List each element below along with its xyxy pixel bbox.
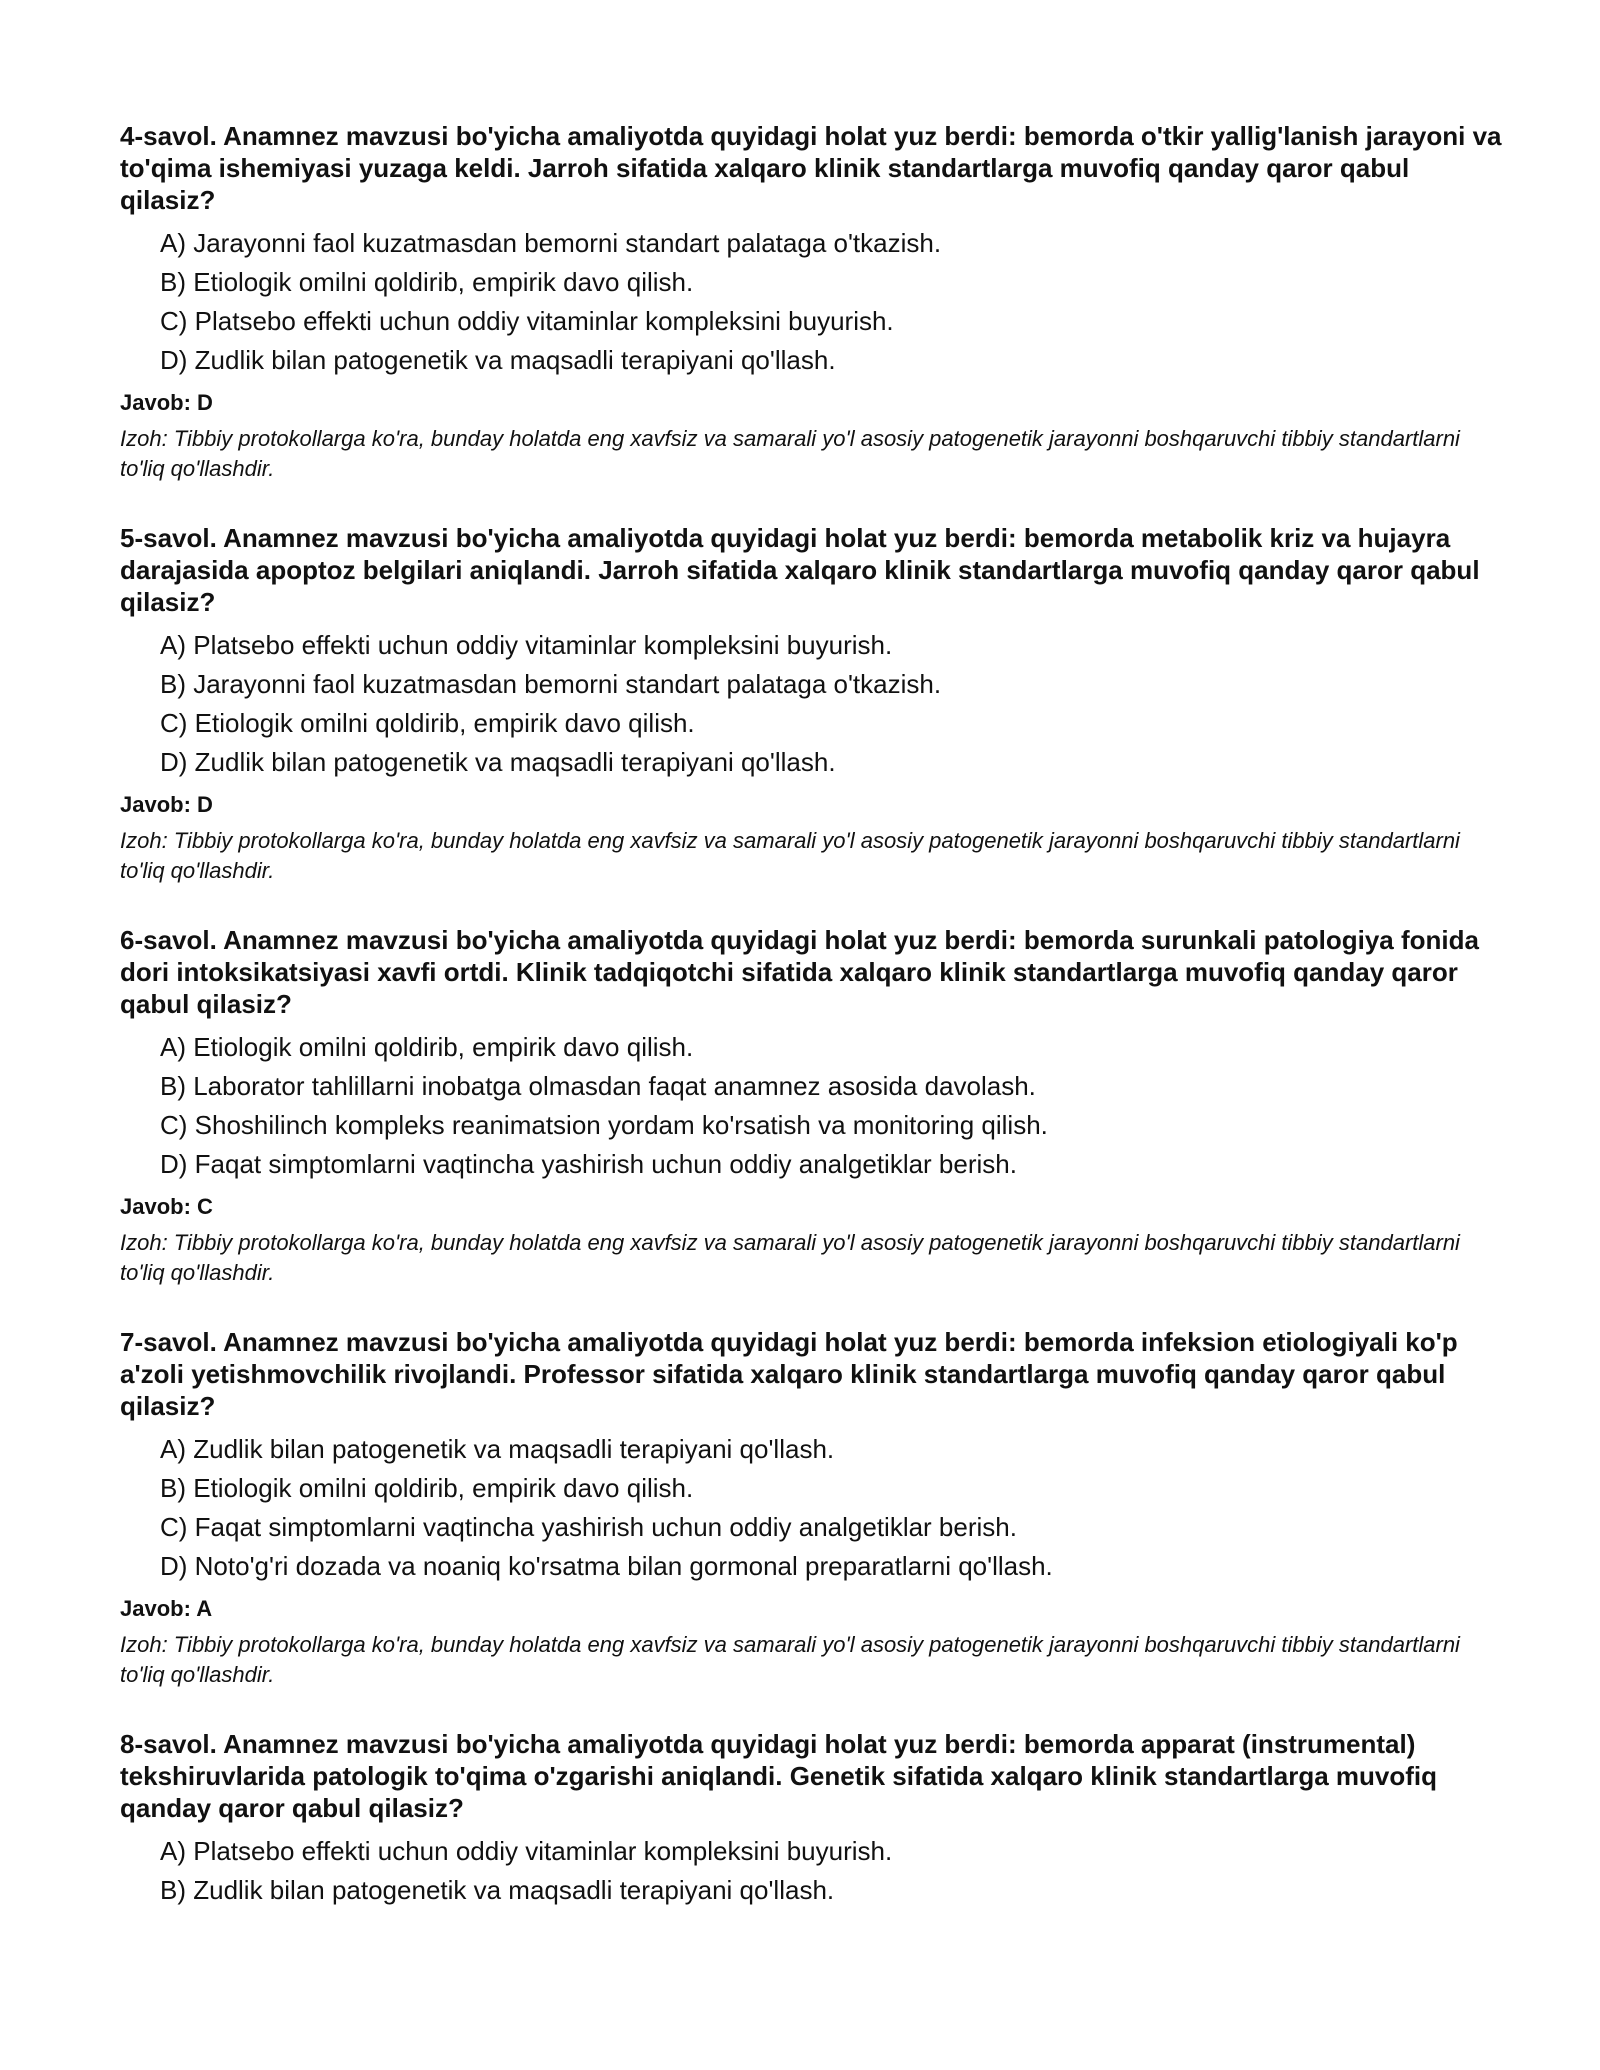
option-b: B) Jarayonni faol kuzatmasdan bemorni standart palataga o'tkazish. bbox=[160, 669, 942, 699]
options-list bbox=[120, 626, 1510, 782]
question-block bbox=[120, 1728, 1510, 1910]
explanation-note: Izoh: Tibbiy protokollarga ko'ra, bunday holatda eng xavfsiz va samarali yo'l asosiy patogenetik jarayonni boshqaruvchi tibbiy standartlarni to'liq qo'llashdir. bbox=[120, 1632, 1460, 1687]
option-d: D) Faqat simptomlarni vaqtincha yashirish uchun oddiy analgetiklar berish. bbox=[160, 1149, 1017, 1179]
answer-label: Javob: D bbox=[120, 390, 213, 415]
document-page bbox=[120, 120, 1510, 1948]
question-title: 8-savol. Anamnez mavzusi bo'yicha amaliyotda quyidagi holat yuz berdi: bemorda apparat (instrumental) tekshiruvlarida patologik to'qima o'zgarishi aniqlandi. Genetik sifatida xalqaro klinik standartlarga muvofiq qanday qaror qabul qilasiz? bbox=[120, 1729, 1437, 1823]
question-block bbox=[120, 120, 1510, 484]
option-d: D) Zudlik bilan patogenetik va maqsadli terapiyani qo'llash. bbox=[160, 747, 836, 777]
option-c: C) Faqat simptomlarni vaqtincha yashirish uchun oddiy analgetiklar berish. bbox=[160, 1512, 1017, 1542]
option-a: A) Platsebo effekti uchun oddiy vitaminlar kompleksini buyurish. bbox=[160, 1836, 893, 1866]
explanation-note: Izoh: Tibbiy protokollarga ko'ra, bunday holatda eng xavfsiz va samarali yo'l asosiy patogenetik jarayonni boshqaruvchi tibbiy standartlarni to'liq qo'llashdir. bbox=[120, 1230, 1460, 1285]
options-list bbox=[120, 224, 1510, 380]
option-c: C) Shoshilinch kompleks reanimatsion yordam ko'rsatish va monitoring qilish. bbox=[160, 1110, 1048, 1140]
option-b: B) Laborator tahlillarni inobatga olmasdan faqat anamnez asosida davolash. bbox=[160, 1071, 1036, 1101]
option-a: A) Zudlik bilan patogenetik va maqsadli terapiyani qo'llash. bbox=[160, 1434, 835, 1464]
explanation-note: Izoh: Tibbiy protokollarga ko'ra, bunday holatda eng xavfsiz va samarali yo'l asosiy patogenetik jarayonni boshqaruvchi tibbiy standartlarni to'liq qo'llashdir. bbox=[120, 828, 1460, 883]
question-title: 7-savol. Anamnez mavzusi bo'yicha amaliyotda quyidagi holat yuz berdi: bemorda infeksion etiologiyali ko'p a'zoli yetishmovchilik rivojlandi. Professor sifatida xalqaro klinik standartlarga muvofiq qanday qaror qabul qilasiz? bbox=[120, 1327, 1458, 1421]
question-block bbox=[120, 924, 1510, 1288]
option-d: D) Noto'g'ri dozada va noaniq ko'rsatma bilan gormonal preparatlarni qo'llash. bbox=[160, 1551, 1053, 1581]
answer-label: Javob: A bbox=[120, 1596, 213, 1621]
question-block bbox=[120, 1326, 1510, 1690]
options-list bbox=[120, 1832, 1510, 1910]
option-c: C) Platsebo effekti uchun oddiy vitaminlar kompleksini buyurish. bbox=[160, 306, 894, 336]
option-b: B) Etiologik omilni qoldirib, empirik davo qilish. bbox=[160, 1473, 694, 1503]
question-title: 5-savol. Anamnez mavzusi bo'yicha amaliyotda quyidagi holat yuz berdi: bemorda metabolik kriz va hujayra darajasida apoptoz belgilari aniqlandi. Jarroh sifatida xalqaro klinik standartlarga muvofiq qanday qaror qabul qilasiz? bbox=[120, 523, 1480, 617]
option-b: B) Zudlik bilan patogenetik va maqsadli terapiyani qo'llash. bbox=[160, 1875, 835, 1905]
option-b: B) Etiologik omilni qoldirib, empirik davo qilish. bbox=[160, 267, 694, 297]
question-title: 4-savol. Anamnez mavzusi bo'yicha amaliyotda quyidagi holat yuz berdi: bemorda o'tkir yallig'lanish jarayoni va to'qima ishemiyasi yuzaga keldi. Jarroh sifatida xalqaro klinik standartlarga muvofiq qanday qaror qabul qilasiz? bbox=[120, 121, 1502, 215]
options-list bbox=[120, 1430, 1510, 1586]
option-a: A) Platsebo effekti uchun oddiy vitaminlar kompleksini buyurish. bbox=[160, 630, 893, 660]
option-d: D) Zudlik bilan patogenetik va maqsadli terapiyani qo'llash. bbox=[160, 345, 836, 375]
option-a: A) Jarayonni faol kuzatmasdan bemorni standart palataga o'tkazish. bbox=[160, 228, 942, 258]
option-c: C) Etiologik omilni qoldirib, empirik davo qilish. bbox=[160, 708, 695, 738]
options-list bbox=[120, 1028, 1510, 1184]
option-a: A) Etiologik omilni qoldirib, empirik davo qilish. bbox=[160, 1032, 694, 1062]
question-block bbox=[120, 522, 1510, 886]
question-title: 6-savol. Anamnez mavzusi bo'yicha amaliyotda quyidagi holat yuz berdi: bemorda surunkali patologiya fonida dori intoksikatsiyasi xavfi ortdi. Klinik tadqiqotchi sifatida xalqaro klinik standartlarga muvofiq qanday qaror qabul qilasiz? bbox=[120, 925, 1479, 1019]
answer-label: Javob: C bbox=[120, 1194, 213, 1219]
explanation-note: Izoh: Tibbiy protokollarga ko'ra, bunday holatda eng xavfsiz va samarali yo'l asosiy patogenetik jarayonni boshqaruvchi tibbiy standartlarni to'liq qo'llashdir. bbox=[120, 426, 1460, 481]
answer-label: Javob: D bbox=[120, 792, 213, 817]
